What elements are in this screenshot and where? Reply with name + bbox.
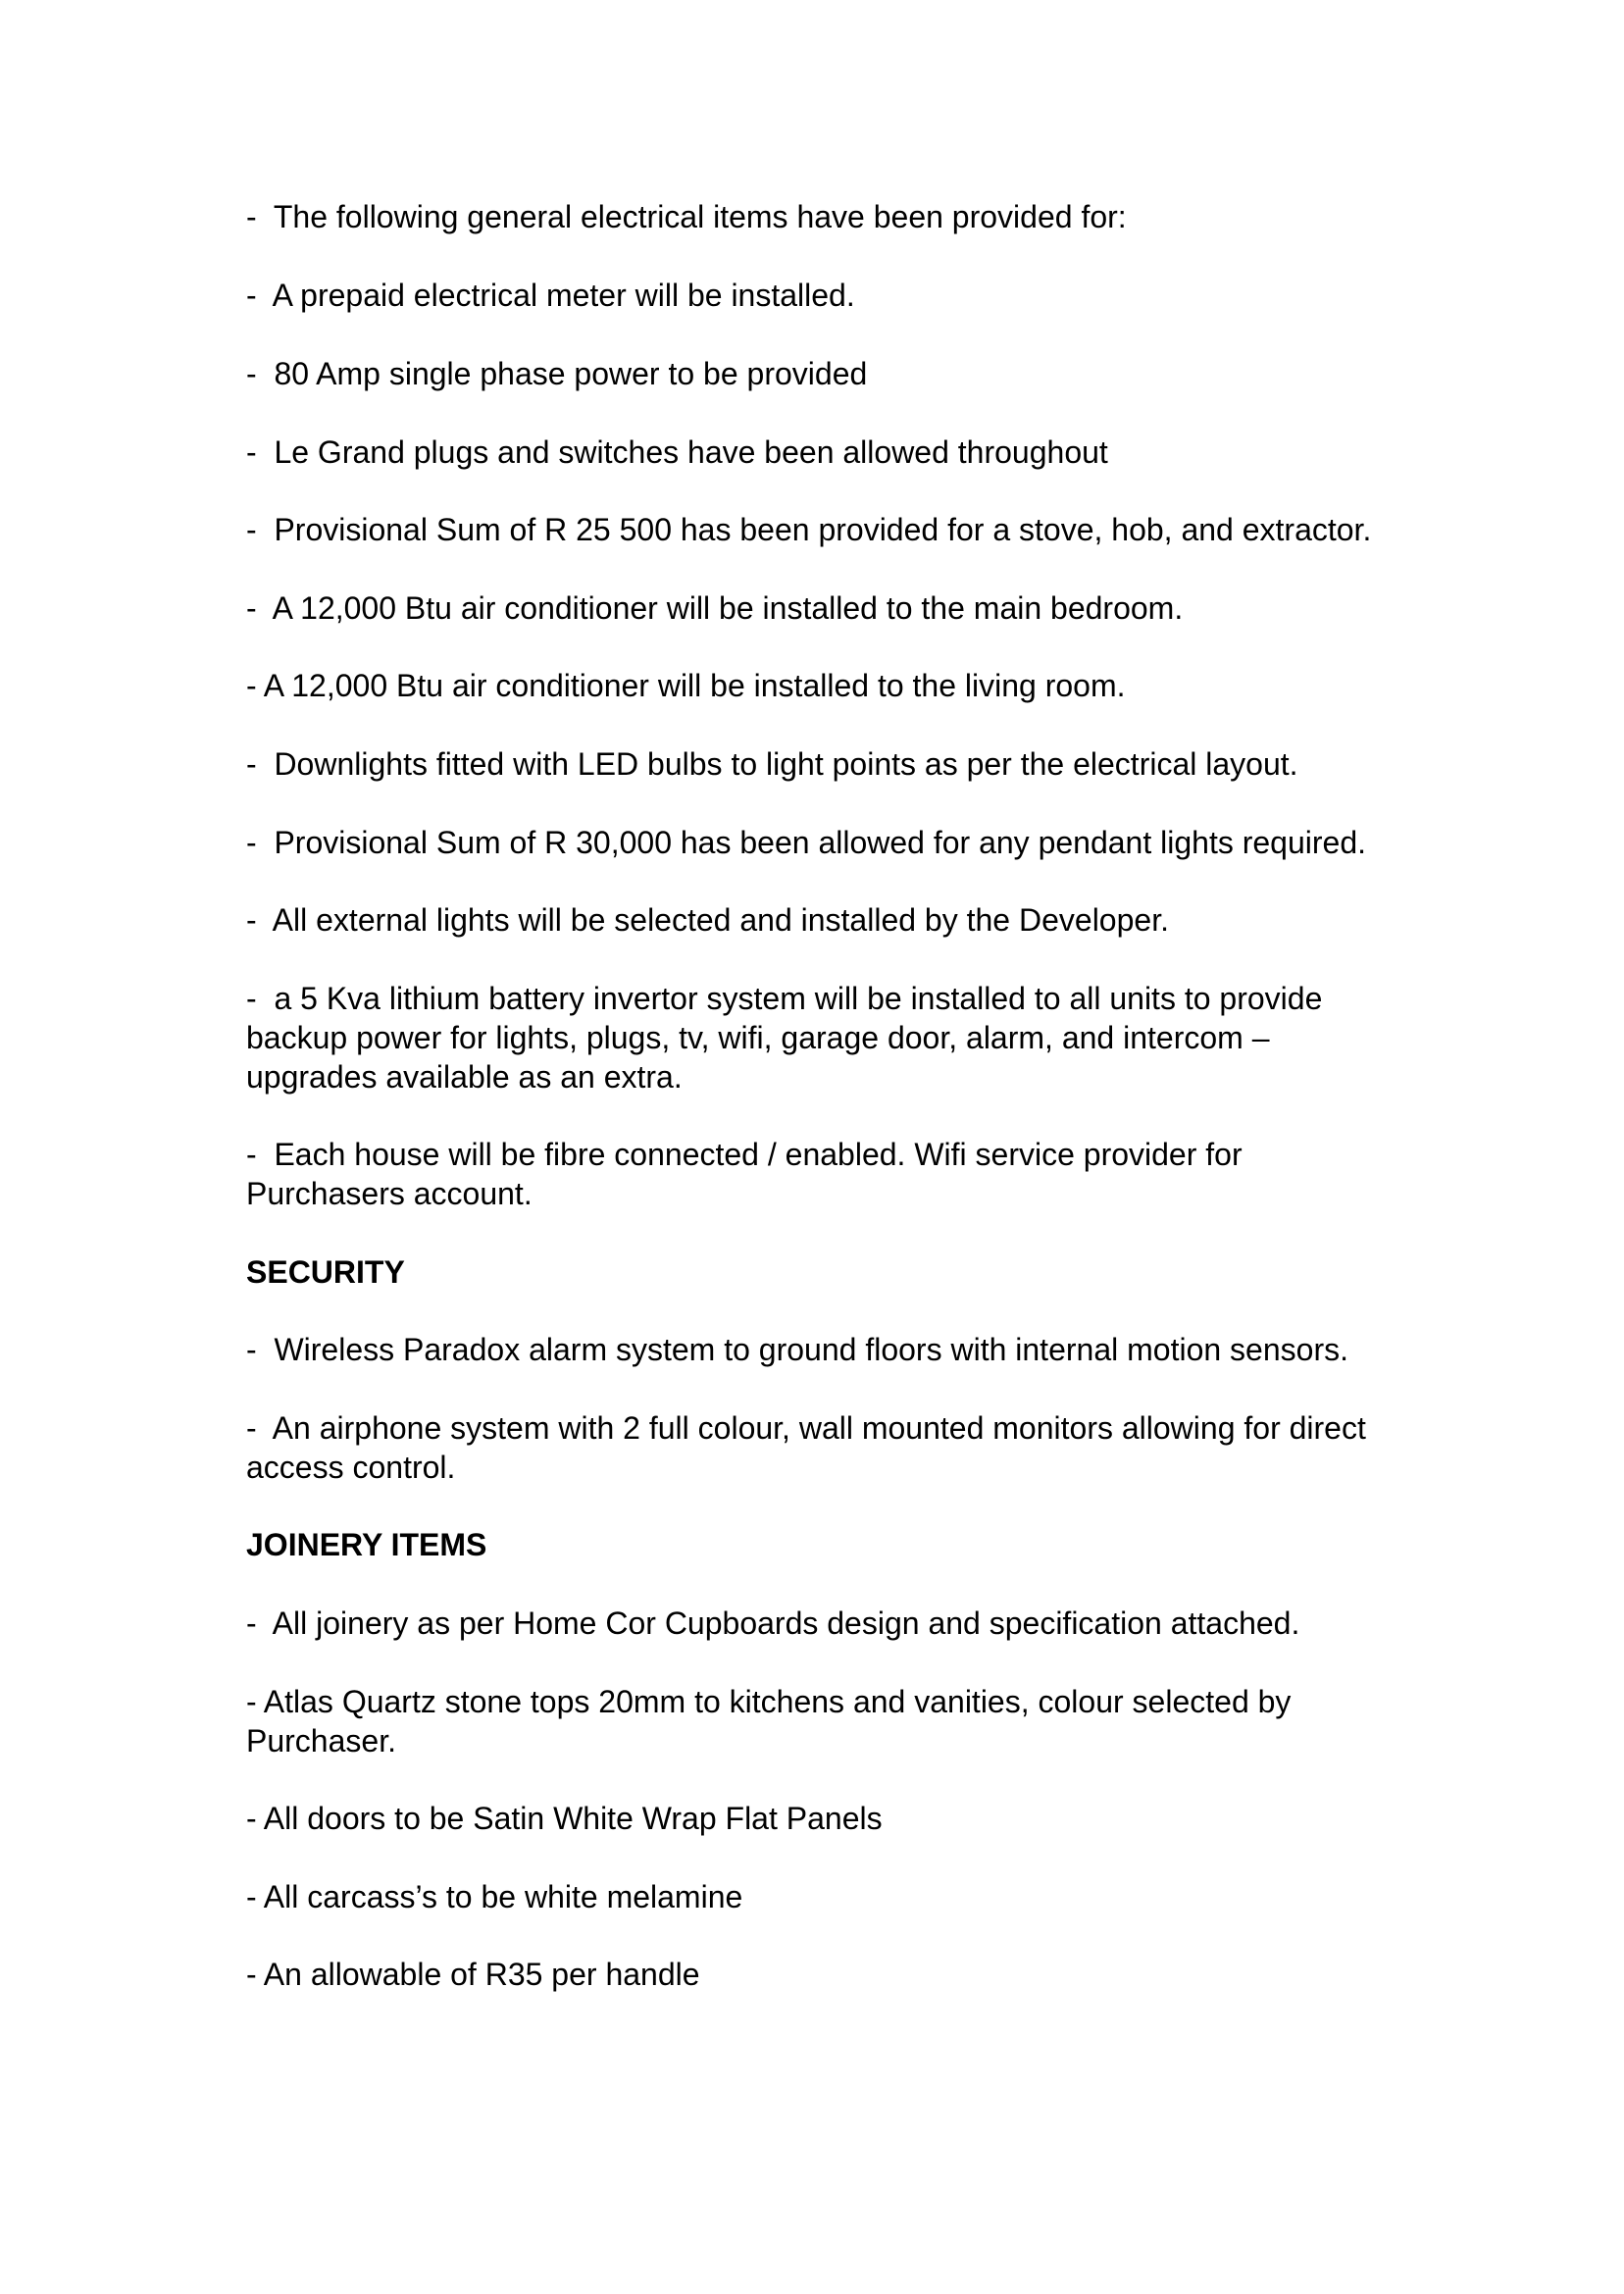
- electrical-intro-line: - The following general electrical items have been provided for:: [246, 199, 1127, 234]
- security-heading: SECURITY: [246, 1254, 405, 1290]
- fibre-item-line-1: - Each house will be fibre connected / enabled. Wifi service provider for: [246, 1137, 1243, 1172]
- airphone-item-line-2: access control.: [246, 1450, 456, 1485]
- inverter-item-line-2: backup power for lights, plugs, tv, wifi, garage door, alarm, and intercom –: [246, 1020, 1270, 1055]
- external-lights-item: - All external lights will be selected and installed by the Developer.: [246, 902, 1169, 938]
- single-phase-power-item: - 80 Amp single phase power to be provided: [246, 356, 868, 391]
- plugs-switches-item: - Le Grand plugs and switches have been allowed throughout: [246, 434, 1108, 470]
- alarm-system-item: - Wireless Paradox alarm system to ground floors with internal motion sensors.: [246, 1332, 1348, 1367]
- stone-tops-item-line-2: Purchaser.: [246, 1723, 396, 1759]
- aircon-bedroom-item: - A 12,000 Btu air conditioner will be installed to the main bedroom.: [246, 590, 1184, 626]
- prepaid-meter-item: - A prepaid electrical meter will be installed.: [246, 278, 855, 313]
- airphone-item-line-1: - An airphone system with 2 full colour, wall mounted monitors allowing for direct: [246, 1410, 1366, 1446]
- downlights-item: - Downlights fitted with LED bulbs to light points as per the electrical layout.: [246, 746, 1298, 782]
- carcass-item: - All carcass’s to be white melamine: [246, 1879, 743, 1914]
- fibre-item-line-2: Purchasers account.: [246, 1176, 533, 1211]
- pendant-lights-item: - Provisional Sum of R 30,000 has been allowed for any pendant lights required.: [246, 825, 1367, 860]
- inverter-item-line-3: upgrades available as an extra.: [246, 1059, 683, 1095]
- stove-provisional-sum-item: - Provisional Sum of R 25 500 has been provided for a stove, hob, and extractor.: [246, 512, 1372, 547]
- inverter-item-line-1: - a 5 Kva lithium battery invertor system will be installed to all units to provide: [246, 981, 1323, 1016]
- joinery-design-item: - All joinery as per Home Cor Cupboards design and specification attached.: [246, 1606, 1300, 1641]
- joinery-heading: JOINERY ITEMS: [246, 1527, 487, 1562]
- doors-item: - All doors to be Satin White Wrap Flat Panels: [246, 1801, 883, 1836]
- aircon-living-room-item: - A 12,000 Btu air conditioner will be installed to the living room.: [246, 668, 1126, 703]
- stone-tops-item-line-1: - Atlas Quartz stone tops 20mm to kitchens and vanities, colour selected by: [246, 1684, 1292, 1719]
- handle-allowance-item: - An allowable of R35 per handle: [246, 1957, 700, 1992]
